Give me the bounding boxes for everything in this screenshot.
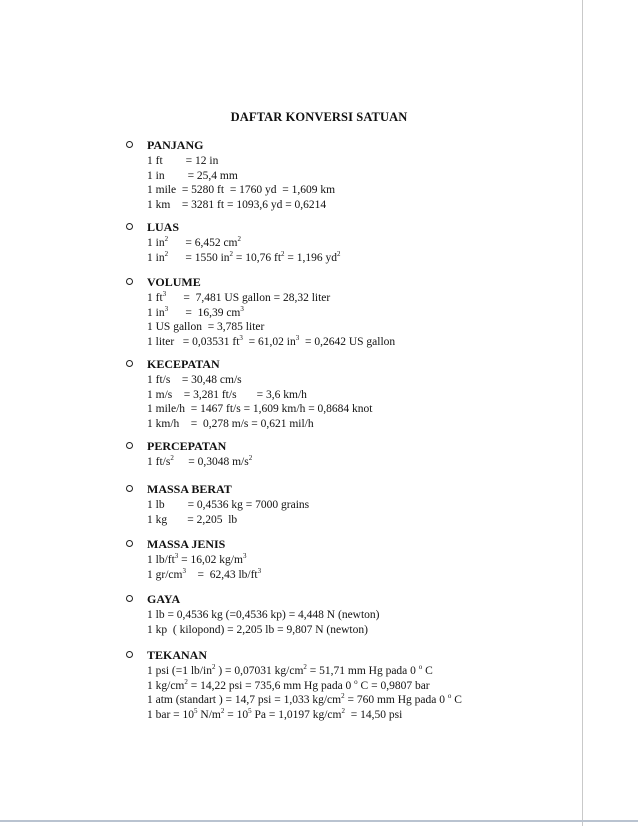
bullet-circle-icon xyxy=(126,223,133,230)
conversion-line: 1 m/s = 3,281 ft/s = 3,6 km/h xyxy=(147,388,307,401)
conversion-line: 1 $ft/s^2$ = 0,3048 $m/s^2$ xyxy=(147,454,253,468)
section-heading: MASSA BERAT xyxy=(147,482,232,496)
conversion-line: 1 $in^2$ = 6,452 $cm^2$ xyxy=(147,235,241,249)
document-title: DAFTAR KONVERSI SATUAN xyxy=(230,110,408,124)
conversion-line: 1 kg = 2,205 lb xyxy=(147,513,238,526)
bullet-circle-icon xyxy=(126,540,133,547)
bullet-circle-icon xyxy=(126,442,133,449)
section-heading: LUAS xyxy=(147,220,180,234)
conversion-line: 1 mile = 5280 ft = 1760 yd = 1,609 km xyxy=(147,184,336,196)
conversion-line: 1 lb = 0,4536 kg = 7000 grains xyxy=(147,499,310,511)
conversion-line: 1 lb = 0,4536 kg (=0,4536 kp) = 4,448 N (newton) xyxy=(147,609,380,621)
conversion-line: 1 kp ( kilopond) = 2,205 lb = 9,807 N (newton) xyxy=(147,623,368,636)
conversion-line: 1 $kg/cm^2 = 14,22$ psi = 735,6 mm Hg pada 0 $^o$ C = 0,9807 bar xyxy=(147,677,430,692)
bullet-circle-icon xyxy=(126,595,133,602)
section-heading: TEKANAN xyxy=(147,648,208,662)
conversion-line: 1 ft/s = 30,48 cm/s xyxy=(147,374,242,386)
bullet-circle-icon xyxy=(126,141,133,148)
section-heading: KECEPATAN xyxy=(147,357,220,371)
conversion-line: 1 $lb/ft^3 = 16,02$ $kg/m^3$ xyxy=(147,552,247,566)
bullet-circle-icon xyxy=(126,278,133,285)
conversion-line: 1 mile/h = 1467 ft/s = 1,609 km/h = 0,8684 knot xyxy=(147,403,373,415)
conversion-line: 1 $ft^3$ = 7,481 US gallon = 28,32 liter xyxy=(147,290,331,304)
conversion-line: 1 atm (standart ) = 14,7 psi = 1,033 $kg/cm^2 = 760$ mm Hg pada 0 $^o$ C xyxy=(147,692,462,706)
conversion-line: 1 liter = 0,03531 $ft^3 = 61,02$ $in^3 = 0,2642$ US gallon xyxy=(147,333,396,348)
bullet-circle-icon xyxy=(126,651,133,658)
section-heading: PERCEPATAN xyxy=(147,439,227,453)
conversion-line: 1 $in^2$ = 1550 $in^2 = 10,76$ $ft^2 = 1,196$ $yd^2$ xyxy=(147,249,341,264)
bullet-circle-icon xyxy=(126,360,133,367)
conversion-line: 1 km/h = 0,278 m/s = 0,621 mil/h xyxy=(147,417,314,430)
bullet-circle-icon xyxy=(126,485,133,492)
section-heading: VOLUME xyxy=(147,275,201,289)
conversion-line: 1 in = 25,4 mm xyxy=(147,169,238,182)
conversion-line: 1 km = 3281 ft = 1093,6 yd = 0,6214 xyxy=(147,198,327,211)
section-heading: PANJANG xyxy=(147,138,204,152)
section-heading: MASSA JENIS xyxy=(147,537,226,551)
conversion-line: 1 $gr/cm^3$ = 62,43 $lb/ft^3$ xyxy=(147,566,262,581)
conversion-line: 1 ft = 12 in xyxy=(147,155,219,167)
conversion-line: 1 US gallon = 3,785 liter xyxy=(147,321,265,333)
page-edge-bottom xyxy=(0,820,638,822)
section-heading: GAYA xyxy=(147,592,181,606)
conversion-line: 1 bar = $10^5$ $N/m^2 = 10^5$ Pa = 1,0197 $kg/cm^2 = 14,50$ psi xyxy=(147,706,403,721)
conversion-line: 1 psi (=1 $lb/in^2$ ) = 0,07031 $kg/cm^2 = 51,71$ mm Hg pada 0 $^o$ C xyxy=(147,663,433,677)
conversion-line: 1 $in^3$ = 16,39 $cm^3$ xyxy=(147,304,244,319)
